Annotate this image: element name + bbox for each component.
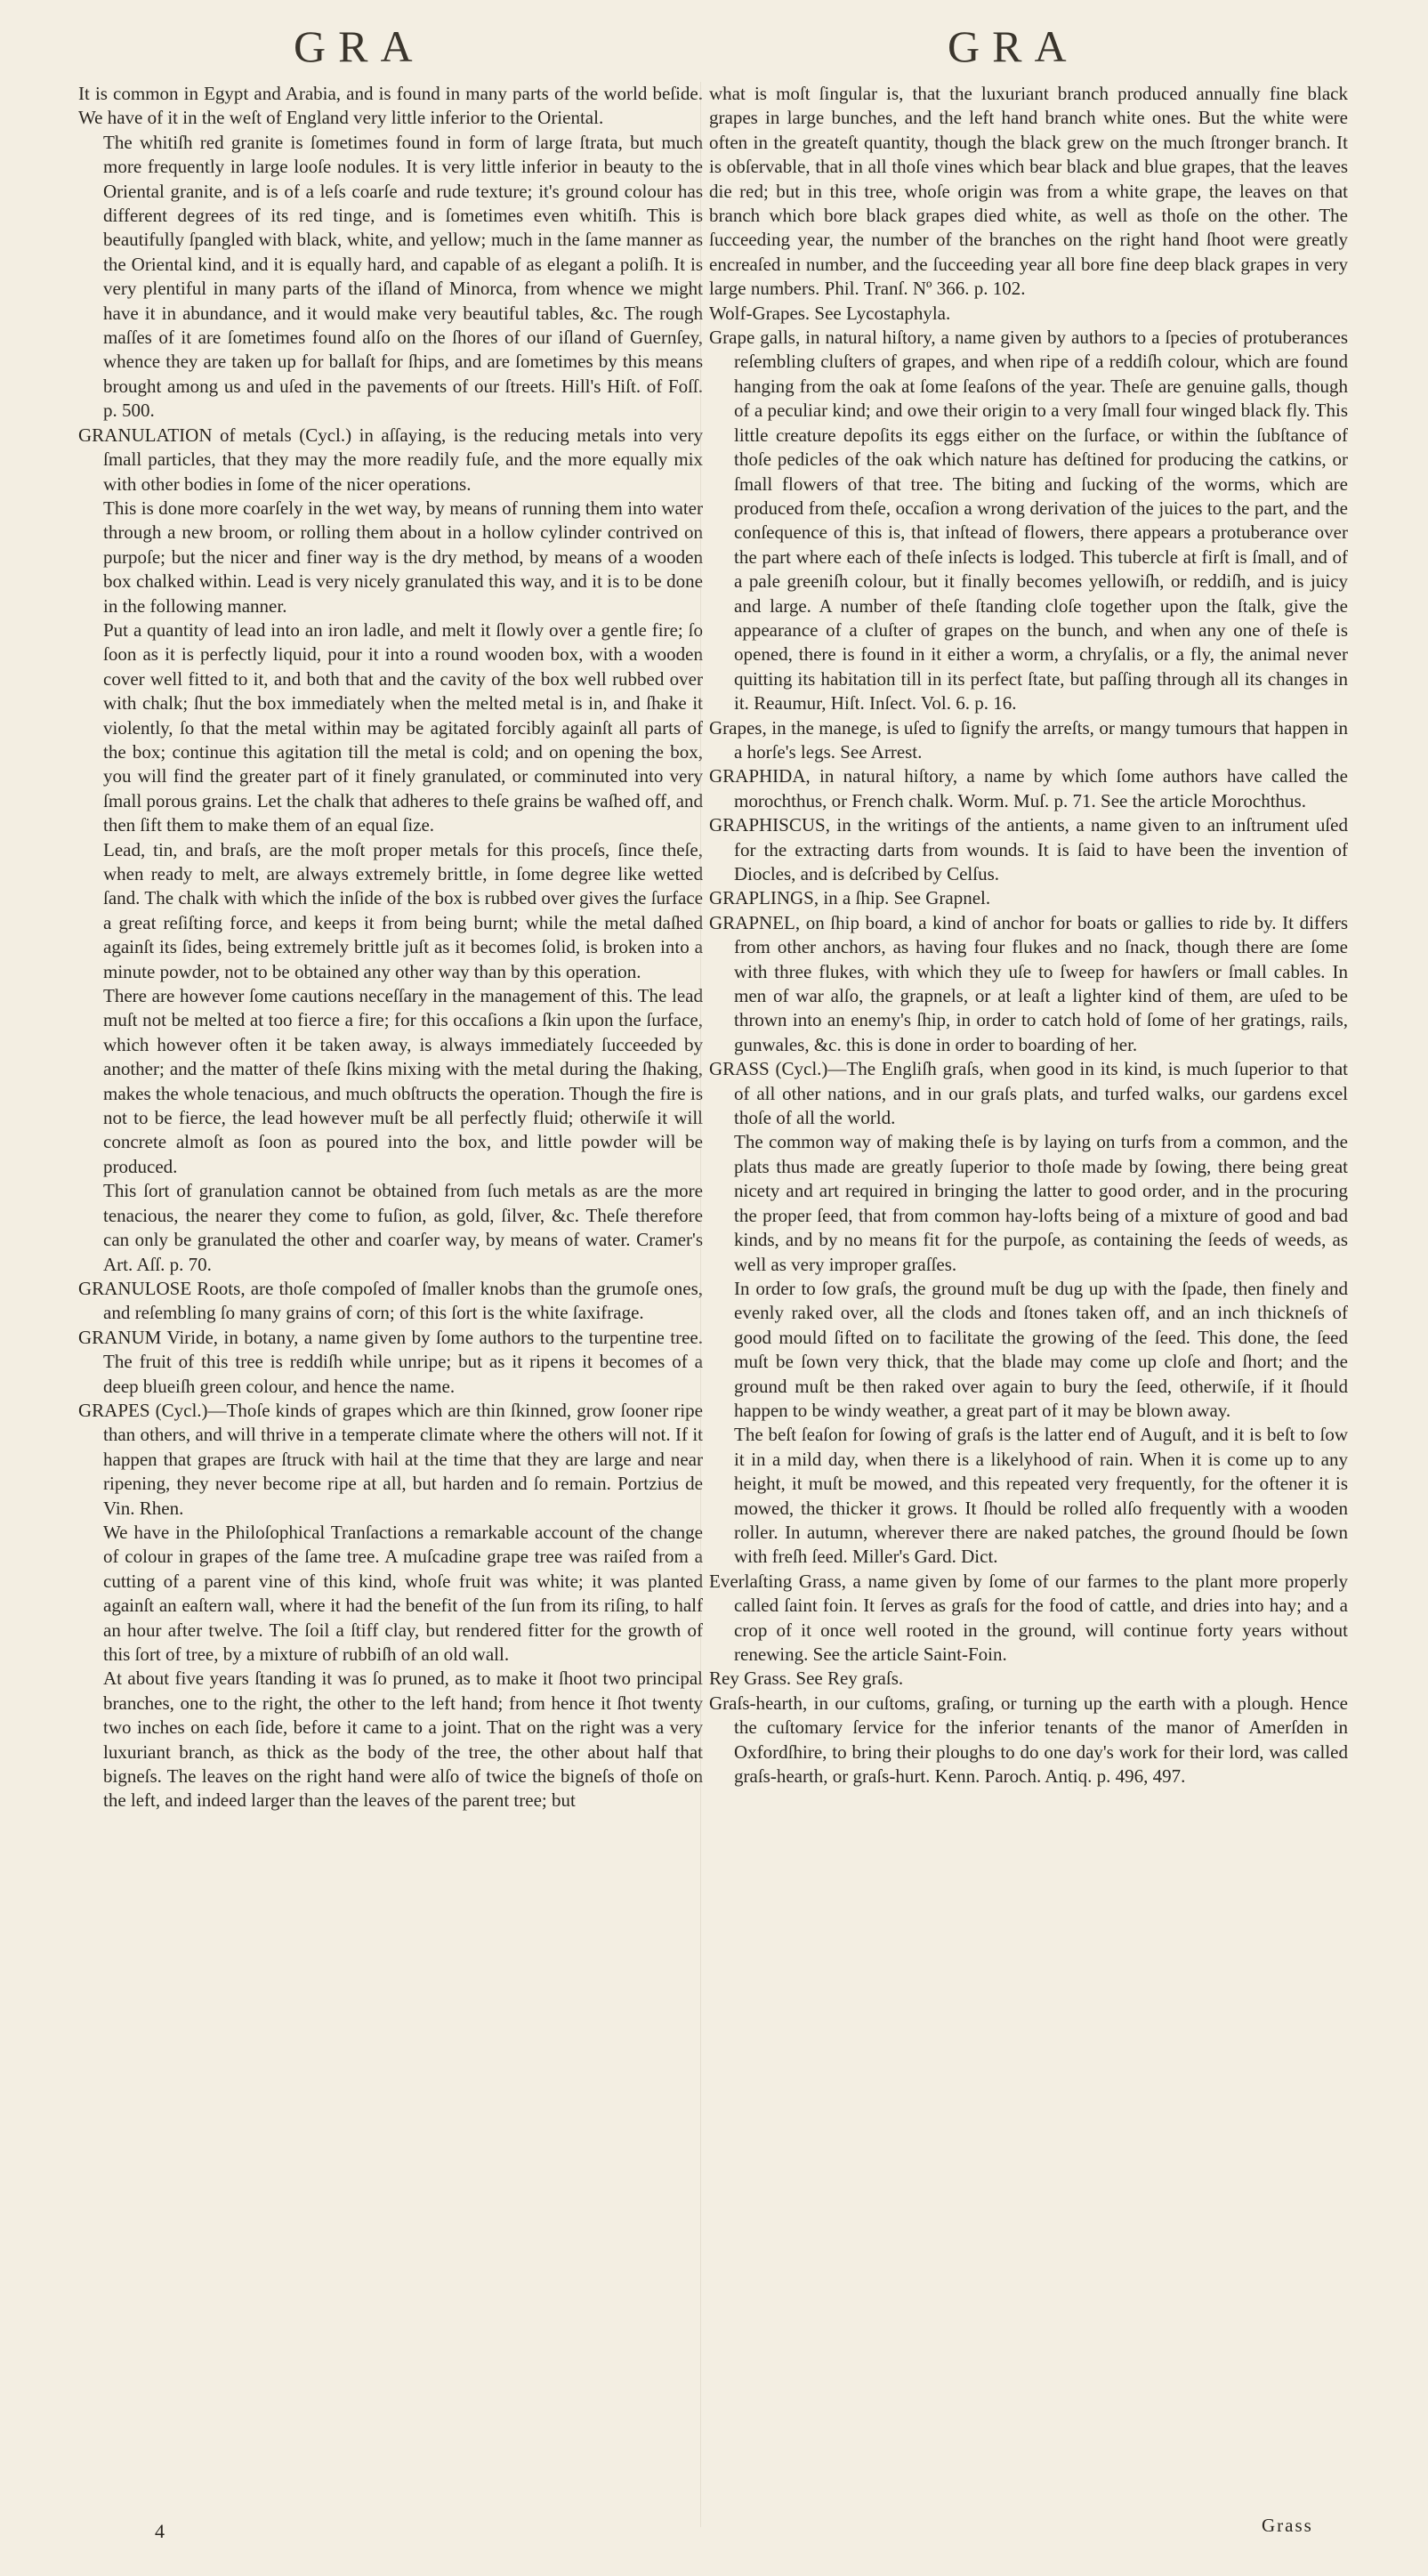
left-column-paragraph: Lead, tin, and braſs, are the moſt proper metals for this proceſs, ſince theſe, when ready to melt, are always extremely brittle, in ſome degree like wetted ſand. The chalk with which the inſide of the box is rubbed over gives the ſurface a great reſiſting force, and keeps it from being burnt; while the metal daſhed againſt its ſides, being extremely brittle juſt as it becomes ſolid, is broken into a minute powder, not to be obtained any other way than by this operation. [103,838,703,982]
running-head-right: GRA [948,21,1079,71]
column-gutter [700,82,701,2527]
right-column-paragraph: Everlaſting Grass, a name given by ſome of our farmes to the plant more properly called ſaint foin. It ſerves as graſs for the food of cattle, and dries into hay; and a crop of it once well rooted in the ground, will continue forty years without renewing. See the article Saint-Foin. [709,1570,1348,1665]
right-column-paragraph: In order to ſow graſs, the ground muſt be dug up with the ſpade, then finely and evenly raked over, all the clods and ſtones taken off, and an inch thickneſs of good mould ſifted on to facilitate the growing of the ſeed. This done, the ſeed muſt be ſown very thick, that the blade may come up cloſe and ſhort; and the ground muſt be then raked over again to bury the ſeed, otherwiſe, if it ſhould happen to be windy weather, a great part of it may be blown away. [734,1277,1348,1421]
right-column-paragraph: Graſs-hearth, in our cuſtoms, graſing, or turning up the earth with a plough. Hence the cuſtomary ſervice for the inferior tenants of the manor of Amerſden in Oxfordſhire, to bring their ploughs to do one day's work for their lord, was called graſs-hearth, or graſs-hurt. Kenn. Paroch. Antiq. p. 496, 497. [709,1692,1348,1788]
left-column-paragraph: At about five years ſtanding it was ſo pruned, as to make it ſhoot two principal branches, one to the right, the other to the left hand; from hence it ſhot twenty two inches on each ſide, before it came to a joint. That on the right was a very luxuriant branch, as thick as the body of the tree, the other about half that bigneſs. The leaves on the right hand were alſo of twice the bigneſs of thoſe on the left, and indeed larger than the leaves of the parent tree; but [103,1668,703,1812]
right-column-paragraph: GRAPNEL, on ſhip board, a kind of anchor for boats or gallies to ride by. It differs from other anchors, as having four flukes and no ſnack, though there are ſome with three flukes, with which they uſe to ſweep for hawſers or ſmall cables. In men of war alſo, the grapnels, or at leaſt a lighter kind of them, are uſed to be thrown into an enemy's ſhip, in order to catch hold of ſome of her gratings, rails, gunwales, &c. this is done in order to boarding of her. [709,911,1348,1055]
left-column-paragraph: GRANULATION of metals (Cycl.) in aſſaying, is the reducing metals into very ſmall particles, that they may the more readily fuſe, and the more equally mix with other bodies in ſome of the nicer operations. [78,424,703,495]
right-column-paragraph: GRAPHIDA, in natural hiſtory, a name by which ſome authors have called the morochthus, or French chalk. Worm. Muſ. p. 71. See the article Morochthus. [709,765,1348,812]
right-column-paragraph: Rey Grass. See Rey graſs. [709,1668,904,1690]
right-column-paragraph: GRASS (Cycl.)—The Engliſh graſs, when good in its kind, is much ſuperior to that of all other nations, and in our graſs plats, and turfed walks, our gardens excel thoſe of all the world. [709,1058,1348,1129]
right-column-paragraph: Grape galls, in natural hiſtory, a name given by authors to a ſpecies of protuberances reſembling cluſters of grapes, and when ripe of a reddiſh colour, which are found hanging from the oak at ſome ſeaſons of the year. Theſe are genuine galls, though of a peculiar kind; and owe their origin to a very ſmall four winged black fly. This little creature depoſits its eggs either on the ſurface, or within the ſubſtance of thoſe pedicles of the oak which nature has deſtined for producing the catkins, or ſmall flowers of that tree. The biting and ſucking of the worms, which are produced from theſe, occaſion a wrong derivation of the juices to the part, and the conſequence of this is, that inſtead of flowers, there appears a protuberance over the part where each of theſe inſects is lodged. This tubercle at firſt is ſmall, and of a pale greeniſh colour, but it finally becomes yellowiſh, or reddiſh, and is juicy and large. A number of theſe ſtanding cloſe together upon the ſtalk, give the appearance of a cluſter of grapes on the bunch, and when any one of theſe is opened, there is found in it either a worm, a chryſalis, or a fly, the animal never quitting its habitation till in its perfect ſtate, but paſſing through all its changes in it. Reaumur, Hiſt. Inſect. Vol. 6. p. 16. [709,327,1348,715]
left-column-paragraph: The whitiſh red granite is ſometimes found in form of large ſtrata, but much more frequently in large looſe nodules. It is very little inferior in beauty to the Oriental granite, and is of a leſs coarſe and rude texture; it's ground colour has different degrees of its red tinge, and is ſometimes even whitiſh. This is beautifully ſpangled with black, white, and yellow; much in the ſame manner as the Oriental kind, and it is equally hard, and capable of as elegant a poliſh. It is very plentiful in many parts of the iſland of Minorca, from whence we might have it in abundance, and it would make very beautiful tables, &c. The rough maſſes of it are ſometimes found alſo on the ſhores of our iſland of Guernſey, whence they are taken up for ballaſt for ſhips, and are ſometimes by this means brought among us and uſed in the pavements of our ſtreets. Hill's Hiſt. of Foſſ. p. 500. [103,131,703,422]
right-column-paragraph: what is moſt ſingular is, that the luxuriant branch produced annually fine black grapes in large bunches, and the left hand branch white ones. But the white were often in the greateſt quantity, though the black grew on the much ſtronger branch. It is obſervable, that in all thoſe vines which bear black and blue grapes, that the leaves die red; but in this tree, whoſe origin was from a white grape, the leaves on that branch which bore black grapes died white, as well as thoſe on the other. The ſucceeding year, the number of the branches on the right hand ſhoot were greatly encreaſed in number, and the ſucceeding year all bore fine deep black grapes in very large numbers. Phil. Tranſ. Nº 366. p. 102. [709,83,1348,300]
catchword: Grass [1262,2515,1313,2536]
left-column [78,82,703,1813]
left-column-paragraph: This is done more coarſely in the wet way, by means of running them into water through a new broom, or rolling them about in a hollow cylinder contrived on purpoſe; but the nicer and finer way is the dry method, by means of a wooden box chalked within. Lead is very nicely granulated this way, and it is to be done in the following manner. [103,497,703,617]
left-column-paragraph: GRANULOSE Roots, are thoſe compoſed of ſmaller knobs than the grumoſe ones, and reſembling ſo many grains of corn; of this ſort is the white ſaxifrage. [78,1277,703,1324]
left-column-paragraph: There are however ſome cautions neceſſary in the management of this. The lead muſt not be melted at too fierce a fire; for this occaſions a ſkin upon the ſurface, which however often it be taken away, is always immediately ſucceeded by another; and the matter of theſe ſkins mixing with the metal during the ſhaking, makes the whole tenacious, and much obſtructs the operation. Though the fire is not to be fierce, the lead however muſt be all perfectly fluid; otherwiſe it will concrete almoſt as ſoon as poured into the box, and little powder will be produced. [103,985,703,1177]
left-column-paragraph: Put a quantity of lead into an iron ladle, and melt it ſlowly over a gentle fire; ſo ſoon as it is perfectly liquid, pour it into a round wooden box, with a wooden cover well fitted to it, and both that and the cavity of the box well rubbed over with chalk; ſhut the box immediately when the melted metal is in, and ſhake it violently, ſo that the metal within may be agitated forcibly againſt all parts of the box; continue this agitation till the metal is cold; and on opening the box, you will find the greater part of it finely granulated, or comminuted into very ſmall porous grains. Let the chalk that adheres to theſe grains be waſhed off, and then ſift them to make them of an equal ſize. [103,618,703,836]
left-column-paragraph: It is common in Egypt and Arabia, and is found in many parts of the world beſide. We have of it in the weſt of England very little inferior to the Oriental. [78,83,703,129]
right-column-paragraph: Grapes, in the manege, is uſed to ſignify the arreſts, or mangy tumours that happen in a horſe's legs. See Arrest. [709,716,1348,763]
right-column-paragraph: GRAPLINGS, in a ſhip. See Grapnel. [709,887,991,909]
right-column-paragraph: GRAPHISCUS, in the writings of the antients, a name given to an inſtrument uſed for the extracting darts from wounds. It is ſaid to have been the invention of Diocles, and is deſcribed by Celſus. [709,814,1348,884]
running-head-left: GRA [294,21,425,71]
right-column-paragraph: Wolf-Grapes. See Lycostaphyla. [709,302,951,324]
left-column-paragraph: GRANUM Viride, in botany, a name given by ſome authors to the turpentine tree. The fruit of this tree is reddiſh while unripe; but as it ripens it becomes of a deep blueiſh green colour, and hence the name. [78,1326,703,1397]
page-number: 4 [155,2520,165,2542]
right-column [709,82,1348,1789]
right-column-paragraph: The common way of making theſe is by laying on turfs from a common, and the plats thus made are greatly ſuperior to thoſe made by ſowing, there being great nicety and art required in bringing the latter to good order, and in the procuring the proper ſeed, that from common hay-lofts being of a mixture of good and bad kinds, and by no means fit for the purpoſe, as containing the ſeeds of weeds, as well as very improper graſſes. [734,1131,1348,1275]
left-column-paragraph: This ſort of granulation cannot be obtained from ſuch metals as are the more tenacious, the nearer they come to fuſion, as gold, ſilver, &c. Theſe therefore can only be granulated the other and coarſer way, by means of water. Cramer's Art. Aſſ. p. 70. [103,1180,703,1275]
right-column-paragraph: The beſt ſeaſon for ſowing of graſs is the latter end of Auguſt, and it is beſt to ſow it in a mild day, when there is a likelyhood of rain. When it is come up to any height, it muſt be mowed, and this repeated very frequently, for the oftener it is mowed, the thicker it grows. It ſhould be rolled alſo frequently with a wooden roller. In autumn, wherever there are naked patches, the ground ſhould be ſown with freſh ſeed. Miller's Gard. Dict. [734,1424,1348,1568]
left-column-paragraph: GRAPES (Cycl.)—Thoſe kinds of grapes which are thin ſkinned, grow ſooner ripe than others, and will thrive in a temperate climate where the others will not. If it happen that grapes are ſtruck with hail at the time that they are large and near ripening, they never become ripe at all, but harden and ſo remain. Portzius de Vin. Rhen. [78,1399,703,1519]
left-column-paragraph: We have in the Philoſophical Tranſactions a remarkable account of the change of colour in grapes of the ſame tree. A muſcadine grape tree was raiſed from a cutting of a parent vine of this kind, whoſe fruit was white; it was planted againſt an eaſtern wall, where it had the benefit of the ſun from its riſing, to half an hour after twelve. The ſoil a ſtiff clay, but rendered fitter for the growth of this ſort of tree, by a mixture of rubbiſh of an old wall. [103,1521,703,1665]
